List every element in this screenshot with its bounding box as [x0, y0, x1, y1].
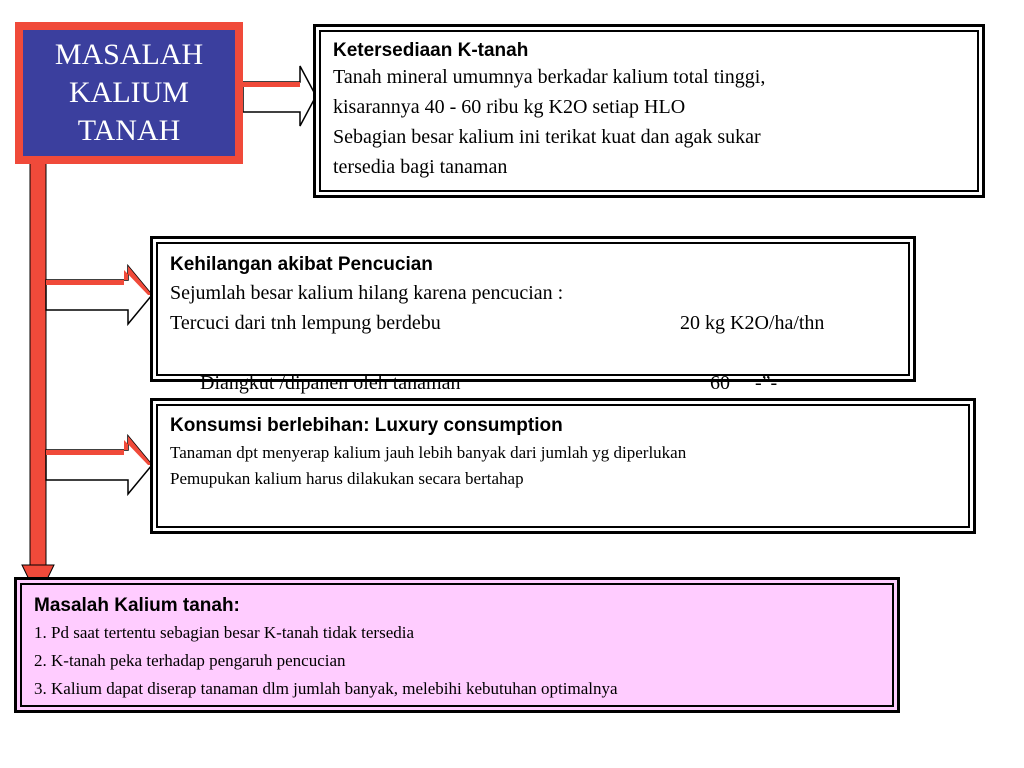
box-line: 1. Pd saat tertentu sebagian besar K-tanah tidak tersedia: [34, 623, 415, 642]
data-row: [170, 308, 896, 338]
arrow-to-box3: [46, 436, 152, 494]
row-value: 60 -”-: [710, 372, 778, 394]
box-line: 2. K-tanah peka terhadap pengaruh pencucian: [34, 651, 346, 670]
box-heading: Kehilangan akibat Pencucian: [170, 254, 433, 275]
title-line: MASALAH: [54, 38, 204, 71]
box-heading: Konsumsi berlebihan: Luxury consumption: [170, 415, 563, 436]
box-line: Tanaman dpt menyerap kalium jauh lebih banyak dari jumlah yg diperlukan: [170, 443, 687, 462]
title-box: [15, 22, 243, 164]
arrow-to-box2: [46, 266, 152, 324]
title-line: TANAH: [77, 114, 181, 147]
box-line: Pemupukan kalium harus dilakukan secara bertahap: [170, 469, 524, 488]
box-heading: Masalah Kalium tanah:: [34, 595, 240, 616]
row-label: Tercuci dari tnh lempung berdebu: [170, 312, 441, 334]
box-line: Tanah mineral umumnya berkadar kalium total tinggi,: [333, 66, 766, 88]
box-summary: [14, 577, 900, 713]
row-label: Diangkut /dipanen oleh tanaman: [200, 372, 461, 394]
title-text: [23, 30, 235, 156]
box-line: Sebagian besar kalium ini terikat kuat dan agak sukar: [333, 126, 761, 148]
box-line: 3. Kalium dapat diserap tanaman dlm jumlah banyak, melebihi kebutuhan optimalnya: [34, 679, 618, 698]
row-value: 20 kg K2O/ha/thn: [680, 312, 825, 334]
vertical-trunk: [30, 162, 46, 575]
box-line: kisarannya 40 - 60 ribu kg K2O setiap HLO: [333, 96, 686, 118]
arrow-to-box1: [243, 66, 316, 126]
box-ketersediaan: [313, 24, 985, 198]
box-line: Sejumlah besar kalium hilang karena pencucian :: [170, 282, 564, 304]
box-pencucian: [150, 236, 916, 394]
box-konsumsi: [150, 398, 976, 534]
box-line: tersedia bagi tanaman: [333, 156, 508, 178]
box-heading: Ketersediaan K-tanah: [333, 40, 529, 61]
title-line: KALIUM: [69, 76, 189, 109]
